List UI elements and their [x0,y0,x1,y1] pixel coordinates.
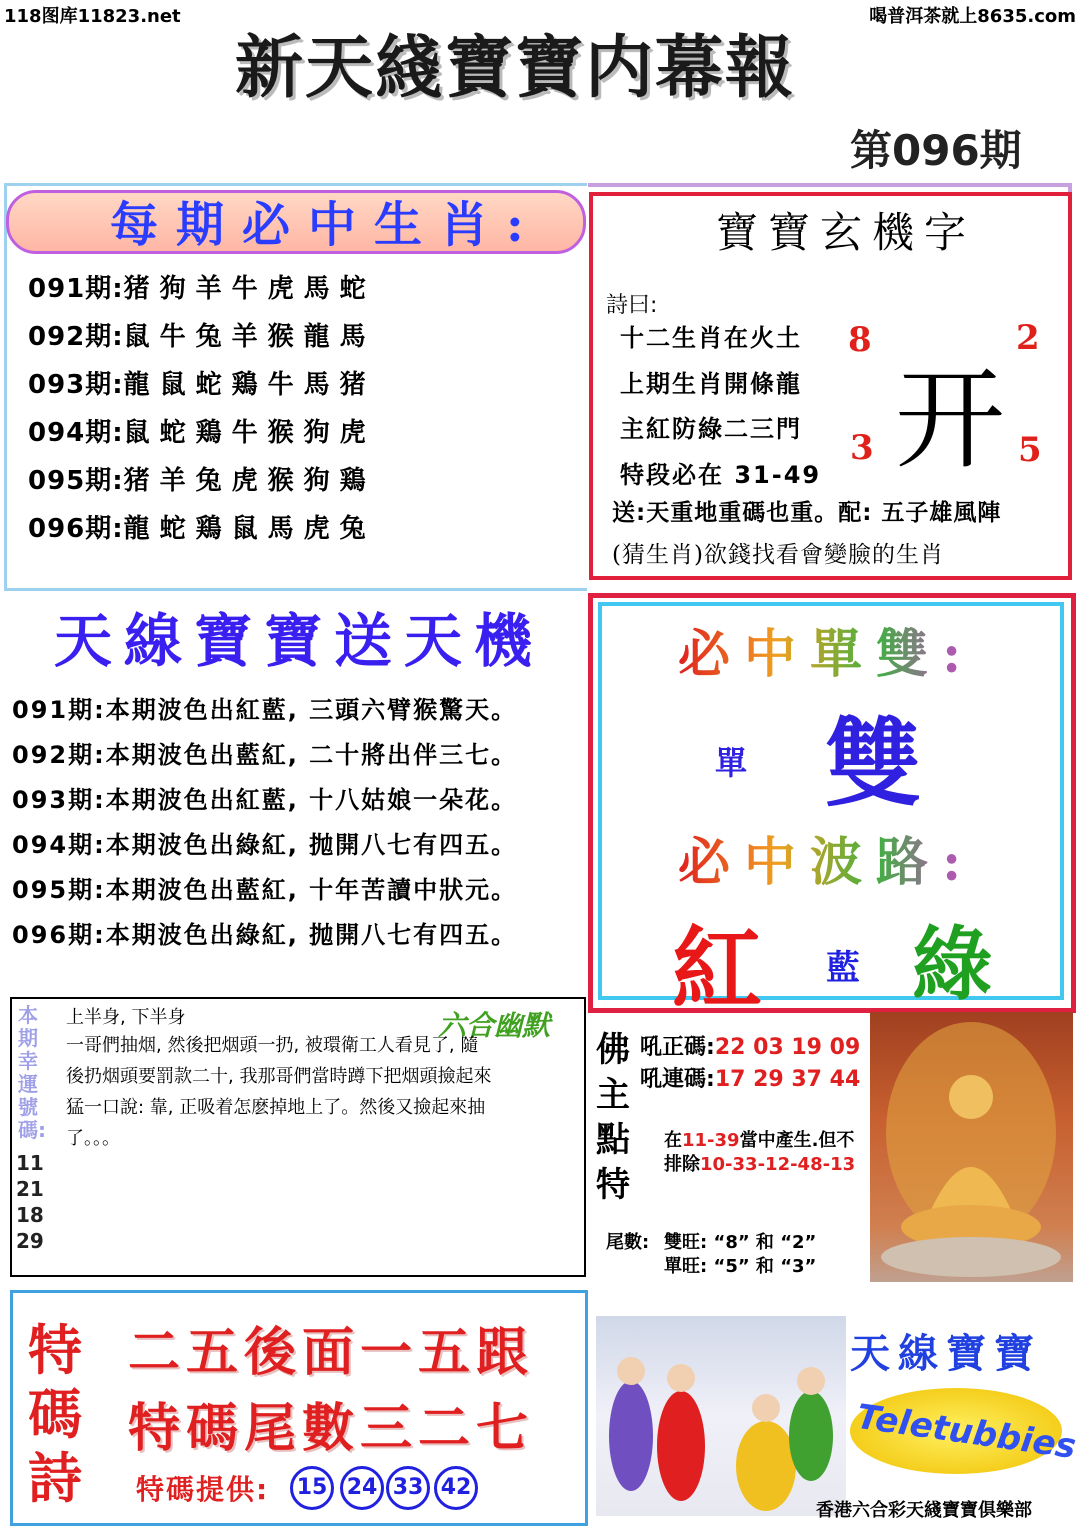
teletubbies-icon [596,1316,846,1516]
mystery-character: 开 [895,356,1005,484]
zodiac-row: 092期:鼠牛兔羊猴龍馬 [28,322,376,352]
brand-title: 天線寶寶 [850,1330,1042,1377]
buddha-image [870,1012,1073,1282]
number-ball: 33 [386,1466,430,1510]
poem-big-line: 二五後面一五跟 [128,1322,535,1383]
lian-line: 吼連碼:17 29 37 44 [640,1067,861,1092]
zodiac-row: 093期:龍鼠蛇鶏牛馬猪 [28,370,376,400]
lucky-label: 本期幸運號碼: [18,1003,46,1142]
wave-row: 095期:本期波色出藍紅, 十年苦讀中狀元。 [12,876,518,904]
odd-even-label: 必中單雙: [678,612,975,687]
riddle-line: (猜生肖)欲錢找看會變臉的生肖 [612,542,944,568]
wave-row: 094期:本期波色出綠紅, 抛開八七有四五。 [12,831,518,859]
even-label: 雙 [825,707,921,820]
club-name: 香港六合彩天綫寶寶俱樂部 [816,1500,1032,1521]
mystery-title: 寶寶玄機字 [716,208,977,257]
poem-line: 十二生肖在火土 [620,324,802,352]
zheng-line: 吼正碼:22 03 19 09 [640,1035,861,1060]
wave-row: 091期:本期波色出紅藍, 三頭六臂猴驚天。 [12,696,518,724]
poem-line: 主紅防綠二三門 [620,415,802,443]
double-line: 雙旺: “8” 和 “2” [664,1232,817,1253]
wave-title: 天線寶寶送天機 [54,607,545,675]
corner-number: 8 [848,320,872,360]
number-ball: 42 [434,1466,478,1510]
buddha-vertical-label: 佛主點特 [596,1030,630,1205]
poem-line: 上期生肖開條龍 [620,370,802,398]
page-title: 新天綫寶寶内幕報 [234,28,795,108]
special-poem-label: 特碼詩 [28,1318,82,1510]
buddha-icon [870,1012,1073,1282]
zodiac-row: 094期:鼠蛇鶏牛猴狗虎 [28,418,376,448]
odd-label: 單 [715,744,748,782]
exclude-line: 排除10-33-12-48-13 [664,1154,856,1175]
wave-row: 096期:本期波色出綠紅, 抛開八七有四五。 [12,921,518,949]
range-line: 在11-39當中產生.但不 [664,1130,855,1151]
lucky-numbers: 11 21 18 29 [16,1151,44,1253]
joke-tag: 六合幽默 [438,1009,551,1042]
number-ball: 24 [340,1466,384,1510]
tail-label: 尾數: [606,1232,650,1253]
poem-big-line: 特碼尾數三二七 [128,1398,535,1459]
send-line: 送:天重地重碼也重。配: 五子雄風陣 [612,500,1002,526]
number-ball: 15 [290,1466,334,1510]
corner-number: 3 [850,428,874,468]
wave-green: 綠 [912,917,992,1011]
brand-logo: Teletubbies [854,1396,1079,1468]
zodiac-row: 095期:猪羊兔虎猴狗鶏 [28,466,376,496]
poem-label: 詩曰: [606,293,658,318]
wave-row: 093期:本期波色出紅藍, 十八姑娘一朵花。 [12,786,518,814]
provide-label: 特碼提供: [136,1473,270,1506]
site-right-label: 喝普洱茶就上8635.com [869,6,1076,27]
single-line: 單旺: “5” 和 “3” [664,1256,817,1277]
zodiac-heading: 每期必中生肖: [110,197,542,253]
issue-number: 第096期 [850,126,1022,175]
corner-number: 2 [1016,318,1040,358]
divider [588,183,1072,187]
wave-row: 092期:本期波色出藍紅, 二十將出伴三七。 [12,741,518,769]
joke-text: 一哥們抽烟, 然後把烟頭一扔, 被環衛工人看見了, 隨後扔烟頭要罰款二十, 我那哥們當時蹲下把烟頭撿起來猛一口說: 靠, 正吸着怎麽掉地上了。然後又撿起來抽了。。。 [66,1035,492,1149]
zodiac-row: 096期:龍蛇鶏鼠馬虎兔 [28,514,376,544]
wave-blue: 藍 [826,948,860,988]
wave-path-label: 必中波路: [678,820,975,895]
zodiac-row: 091期:猪狗羊牛虎馬蛇 [28,274,376,304]
site-left-label: 118图库11823.net [4,6,181,27]
poem-line: 特段必在 31-49 [620,461,822,489]
joke-heading: 上半身, 下半身 [66,1007,186,1028]
wave-red: 紅 [672,916,762,1022]
teletubbies-image [596,1316,846,1516]
corner-number: 5 [1018,430,1042,470]
